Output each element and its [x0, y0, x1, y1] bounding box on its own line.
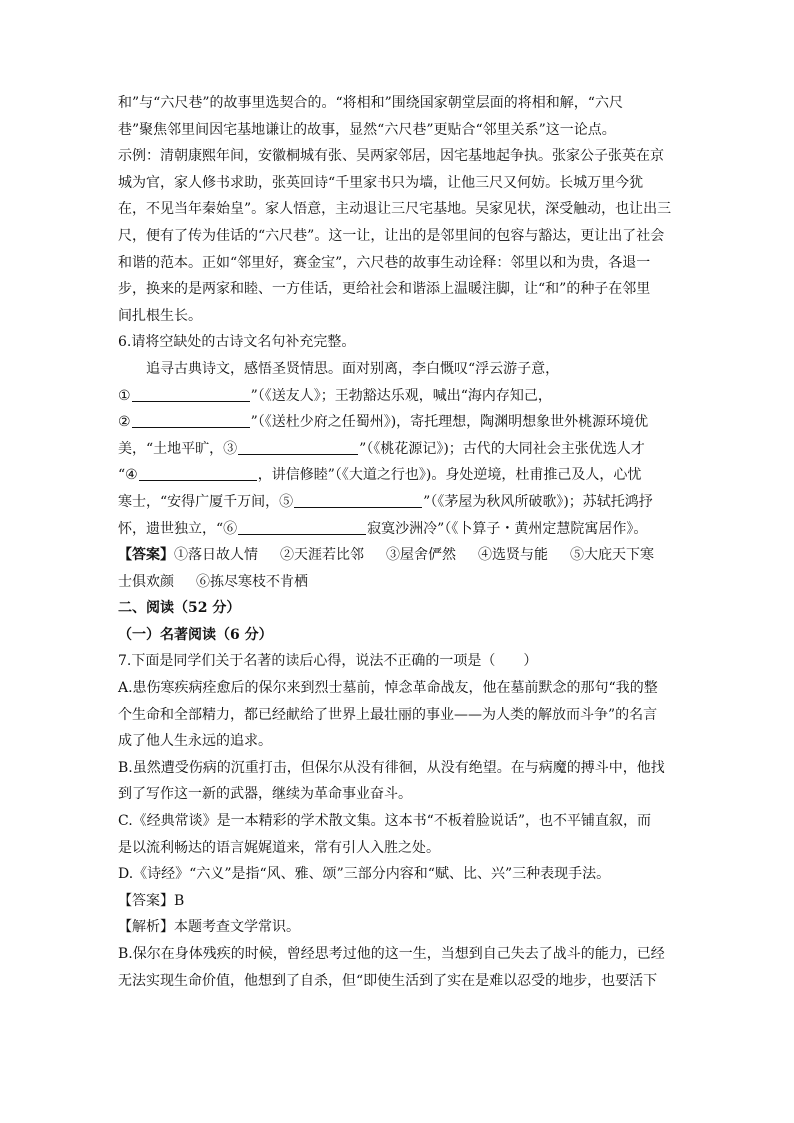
q6-line-4	[118, 462, 678, 489]
answer-item: ④选贤与能	[478, 547, 548, 564]
fill-blank-4[interactable]	[139, 464, 257, 481]
fill-blank-2[interactable]	[132, 411, 250, 428]
answer-item: 士俱欢颜	[118, 573, 174, 590]
q6-line-text: ”（《桃花源记》)；古代的大同社会主张优选人才	[359, 440, 645, 457]
q6-line-text: ①	[118, 387, 131, 404]
q6-line-6	[118, 516, 678, 543]
fill-blank-6[interactable]	[238, 518, 366, 535]
q6-line-text: ，讲信修睦”（《大道之行也》)。身处逆境，杜甫推己及人，心忧	[257, 467, 642, 484]
q7-option-c: 是以流利畅达的语言娓娓道来，常有引人入胜之处。	[118, 839, 440, 856]
fill-blank-1[interactable]	[132, 385, 250, 402]
q7-option-b: B.虽然遭受伤病的沉重打击，但保尔从没有徘徊，从没有绝望。在与病魔的搏斗中，他找	[118, 759, 665, 776]
text-line: 城为官，家人修书求助，张英回诗“千里家书只为墙，让他三尺又何妨。长城万里今犹	[118, 174, 644, 191]
q6-line-1	[118, 383, 678, 410]
q7-option-d: D.《诗经》“六义”是指“风、雅、颂”三部分内容和“赋、比、兴”三种表现手法。	[118, 866, 611, 883]
q6-line-text: ”（《茅屋为秋风所破歌》)；苏轼托鸿抒	[423, 493, 653, 510]
answer-item: ③屋舍俨然	[386, 547, 456, 564]
answer-item: ⑤大庇天下寒	[570, 547, 654, 564]
q7-option-a: A.患伤寒疾病痊愈后的保尔来到烈士墓前，悼念革命战友，他在墓前默念的那句“我的整	[118, 680, 658, 697]
text-line: 和”与“六尺巷”的故事里选契合的。“将相和”围绕国家朝堂层面的将相和解，“六尺	[118, 95, 623, 111]
answer-item: ②天涯若比邻	[280, 547, 364, 564]
answer-item: ⑥拣尽寒枝不肯栖	[196, 573, 308, 590]
q6-intro: 追寻古典诗文，感悟圣贤情思。面对别离，李白慨叹“浮云游子意，	[146, 360, 560, 377]
q7-option-a: 个生命和全部精力，都已经献给了世界上最壮丽的事业——为人类的解放而斗争”的名言	[118, 706, 658, 723]
q6-answer	[118, 542, 678, 569]
text-line: 巷”聚焦邻里间因宅基地谦让的故事，显然“六尺巷”更贴合“邻里关系”这一论点。	[118, 121, 616, 138]
q6-line-2	[118, 409, 678, 436]
question-6-stem: 6.请将空缺处的古诗文名句补充完整。	[118, 334, 356, 351]
q6-answer-cont	[118, 569, 678, 596]
answer-label: 【答案】	[118, 547, 174, 564]
text-line: 尺，便有了传为佳话的“六尺巷”。这一让，让出的是邻里间的包容与豁达，更让出了社会	[118, 227, 665, 244]
section-heading: 二、阅读（52 分）	[118, 600, 241, 617]
answer-item: ①落日故人情	[174, 547, 258, 564]
q6-line-text: 寒士，“安得广厦千万间，⑤	[118, 493, 294, 510]
subsection-heading: （一）名著阅读（6 分）	[118, 626, 273, 643]
q7-option-b: 到了写作这一新的武器，继续为革命事业奋斗。	[118, 786, 412, 803]
document-page	[118, 90, 678, 994]
q6-line-text: ②	[118, 414, 131, 431]
text-line: 间扎根生长。	[118, 307, 202, 324]
question-7-stem: 7.下面是同学们关于名著的读后心得，说法不正确的一项是（ ）	[118, 653, 538, 670]
q7-analysis: 无法实现生命价值，他想到了自杀，但“即使生活到了实在是难以忍受的地步，也要活下	[118, 972, 658, 989]
text-line: 和谐的范本。正如“邻里好，赛金宝”，六尺巷的故事生动诠释：邻里以和为贵，各退一	[118, 254, 651, 271]
q7-option-a: 成了他人生永远的追求。	[118, 733, 272, 750]
q6-line-text: “④	[118, 467, 138, 484]
q7-analysis: B.保尔在身体残疾的时候，曾经思考过他的这一生，当想到自己失去了战斗的能力，已经	[118, 946, 665, 962]
q6-line-text: 美，“土地平旷，③	[118, 440, 238, 457]
text-line: 步，换来的是两家和睦、一方佳话，更给社会和谐添上温暖注脚，让“和”的种子在邻里	[118, 281, 651, 298]
q7-option-c: C.《经典常谈》是一本精彩的学术散文集。这本书“不板着脸说话”，也不平铺直叙，而	[118, 813, 651, 830]
q7-answer: 【答案】B	[118, 892, 185, 909]
q6-line-text: 怀，遗世独立，“⑥	[118, 520, 238, 537]
fill-blank-3[interactable]	[238, 438, 358, 455]
q6-line-5	[118, 489, 678, 516]
q6-line-text: ”（《送友人》；王勃豁达乐观，喊出“海内存知己，	[250, 387, 552, 404]
text-line: 在，不见当年秦始皇”。家人悟意，主动退让三尺宅基地。吴家见状，深受触动，也让出三	[118, 201, 672, 218]
q6-line-text: ”（《送杜少府之任蜀州》)，寄托理想，陶渊明想象世外桃源环境优	[250, 414, 649, 431]
q6-line-3	[118, 436, 678, 463]
text-line: 示例：清朝康熙年间，安徽桐城有张、吴两家邻居，因宅基地起争执。张家公子张英在京	[118, 148, 664, 165]
q7-analysis-label: 【解析】本题考查文学常识。	[118, 919, 300, 936]
q6-line-text: 寂寞沙洲冷”（《卜算子・黄州定慧院寓居作》。	[367, 520, 648, 537]
fill-blank-5[interactable]	[294, 491, 422, 508]
